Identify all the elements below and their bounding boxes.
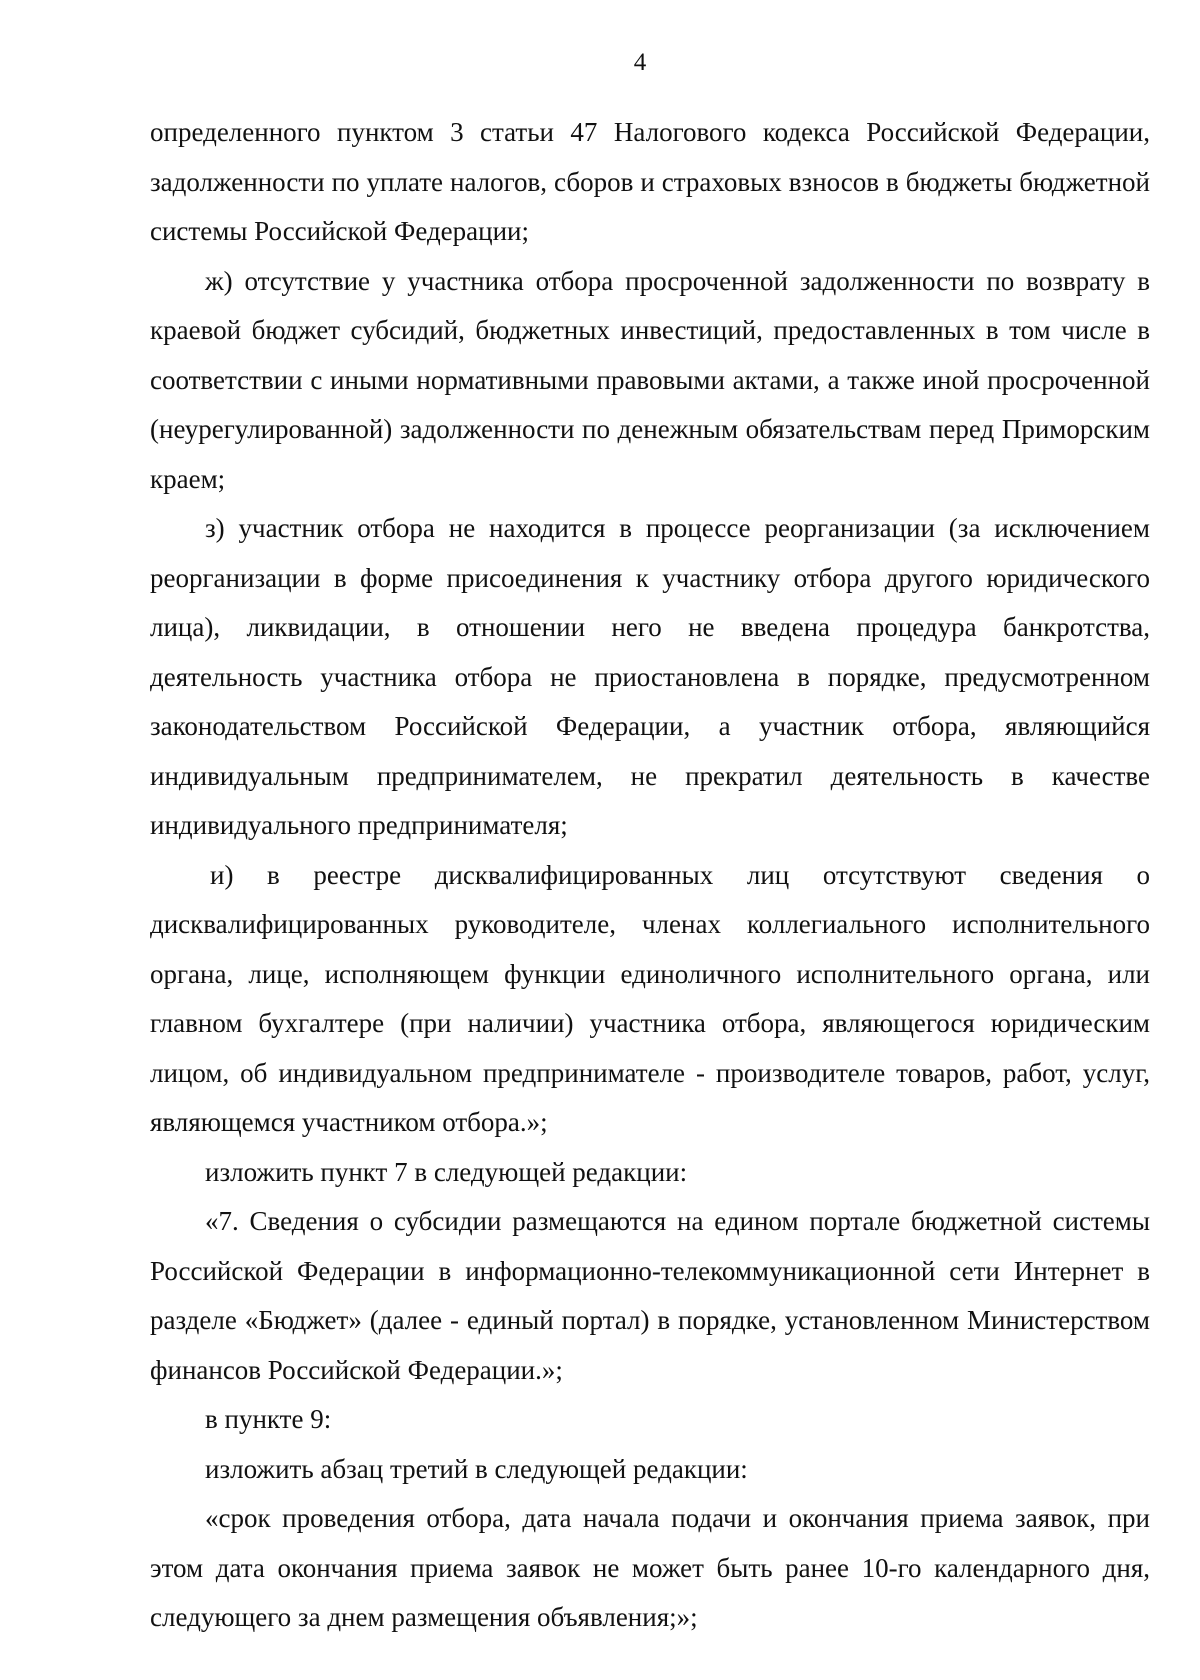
page-number: 4 [633,49,647,76]
paragraph-z-reorganization: з) участник отбора не находится в процессе реорганизации (за исключением реорганизации в форме присоединения к участнику отбора другого юридического лица), ликвидации, в отношении него не введена процедура банкротства, деятельность участника отбора не приостановлена в порядке, предусмотренном законодательством Российской Федерации, а участник отбора, являющийся индивидуальным предпринимателем, не прекратил деятельность в качестве индивидуального предпринимателя; [150,513,1150,840]
paragraph-point-7-text: «7. Сведения о субсидии размещаются на едином портале бюджетной системы Российской Федерации в информационно-телекоммуникационной сети Интернет в разделе «Бюджет» (далее - единый портал) в порядке, установленном Министерством финансов Российской Федерации.»; [150,1206,1150,1385]
paragraph-tax-debt-continuation: определенного пунктом 3 статьи 47 Налогового кодекса Российской Федерации, задолженности по уплате налогов, сборов и страховых взносов в бюджеты бюджетной системы Российской Федерации; [150,117,1150,246]
paragraph-in-point-9: в пункте 9: [205,1404,332,1434]
document-body [150,108,1150,1643]
paragraph-i-disqualified-persons: и) в реестре дисквалифицированных лиц отсутствуют сведения о дисквалифицированных руководителе, членах коллегиального исполнительного органа, лице, исполняющем функции единоличного исполнительного органа, или главном бухгалтере (при наличии) участника отбора, являющегося юридическим лицом, об индивидуальном предпринимателе - производителе товаров, работ, услуг, являющемся участником отбора.»; [150,859,1150,1137]
paragraph-zh-overdue-debt: ж) отсутствие у участника отбора просроченной задолженности по возврату в краевой бюджет субсидий, бюджетных инвестиций, предоставленных в том числе в соответствии с иными нормативными правовыми актами, а также иной просроченной (неурегулированной) задолженности по денежным обязательствам перед Приморским краем; [150,265,1150,494]
paragraph-selection-period: «срок проведения отбора, дата начала подачи и окончания приема заявок, при этом дата окончания приема заявок не может быть ранее 10-го календарного дня, следующего за днем размещения объявления;»; [150,1503,1150,1632]
paragraph-amend-point-7: изложить пункт 7 в следующей редакции: [205,1156,688,1187]
paragraph-amend-third-subparagraph: изложить абзац третий в следующей редакции: [205,1453,748,1484]
